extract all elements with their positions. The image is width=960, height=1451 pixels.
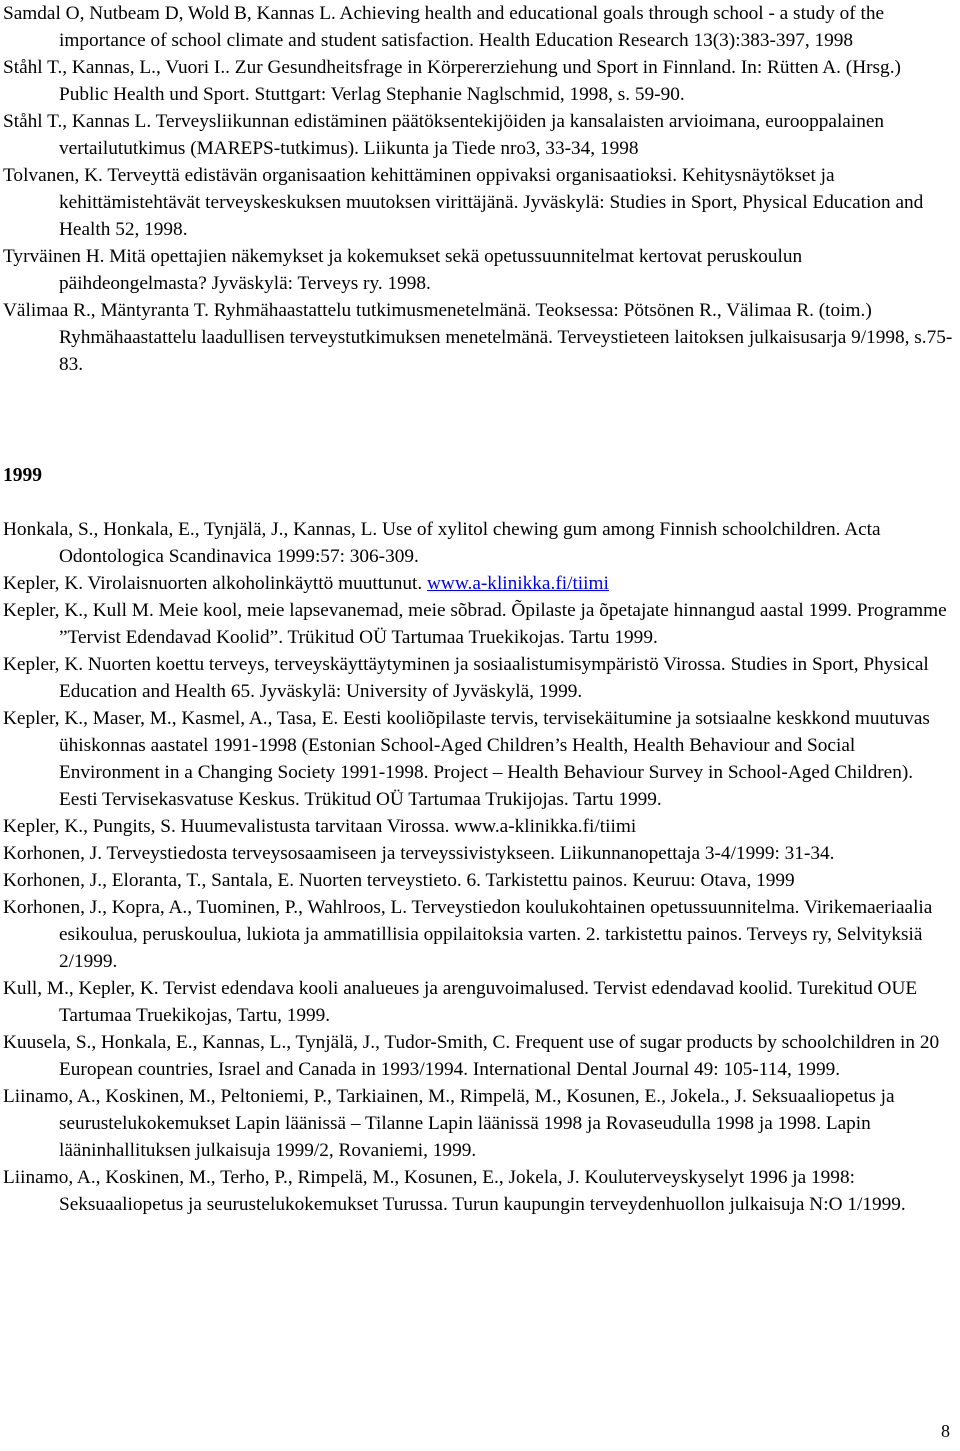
reference-text: Kepler, K. Virolaisnuorten alkoholinkäyttö muuttunut.: [3, 573, 427, 594]
reference-entry-with-link: [3, 570, 953, 597]
reference-entry: Korhonen, J., Kopra, A., Tuominen, P., Wahlroos, L. Terveystiedon koulukohtainen opetussuunnitelma. Virikemaeriaalia esikoulua, peruskoulua, lukiota ja ammatillisia oppilaitoksia varten. 2. tarkistettu painos. Terveys ry, Selvityksiä 2/1999.: [3, 897, 933, 972]
reference-entry: Korhonen, J. Terveystiedosta terveysosaamiseen ja terveyssivistykseen. Liikunnanopettaja 3-4/1999: 31-34.: [3, 843, 835, 864]
reference-entry: Tyrväinen H. Mitä opettajien näkemykset ja kokemukset sekä opetussuunnitelmat kertovat peruskoulun päihdeongelmasta? Jyväskylä: Terveys ry. 1998.: [3, 246, 803, 294]
year-heading: 1999: [3, 465, 42, 486]
reference-entry: Ståhl T., Kannas L. Terveysliikunnan edistäminen päätöksentekijöiden ja kansalaisten arvioimana, eurooppalainen vertailututkimus (MAREPS-tutkimus). Liikunta ja Tiede nro3, 33-34, 1998: [3, 111, 885, 159]
reference-entry: Honkala, S., Honkala, E., Tynjälä, J., Kannas, L. Use of xylitol chewing gum among Finnish schoolchildren. Acta Odontologica Scandinavica 1999:57: 306-309.: [3, 519, 881, 567]
reference-entry: Kepler, K. Nuorten koettu terveys, terveyskäyttäytyminen ja sosiaalistumisympäristö Virossa. Studies in Sport, Physical Education and Health 65. Jyväskylä: University of Jyväskylä, 1999.: [3, 654, 929, 702]
reference-list-1998: [3, 0, 953, 378]
reference-entry: Kepler, K., Pungits, S. Huumevalistusta tarvitaan Virossa. www.a-klinikka.fi/tiimi: [3, 816, 637, 837]
reference-entry: Kuusela, S., Honkala, E., Kannas, L., Tynjälä, J., Tudor-Smith, C. Frequent use of sugar products by schoolchildren in 20 European countries, Israel and Canada in 1993/1994. International Dental Journal 49: 105-114, 1999.: [3, 1032, 940, 1080]
page-number: 8: [941, 1421, 950, 1441]
reference-entry: Kepler, K., Kull M. Meie kool, meie lapsevanemad, meie sõbrad. Õpilaste ja õpetajate hinnangud aastal 1999. Programme ”Tervist Edendavad Koolid”. Trükitud OÜ Tartumaa Truekikojas. Tartu 1999.: [3, 600, 947, 648]
reference-entry: Liinamo, A., Koskinen, M., Peltoniemi, P., Tarkiainen, M., Rimpelä, M., Kosunen, E., Jokela., J. Seksuaaliopetus ja seurustelukokemukset Lapin läänissä – Tilanne Lapin läänissä 1998 ja Rovaseudulla 1998 ja 1998. Lapin lääninhallituksen julkaisuja 1999/2, Rovaniemi, 1999.: [3, 1086, 895, 1161]
reference-entry: Kull, M., Kepler, K. Tervist edendava kooli analueues ja arenguvoimalused. Tervist edendavad koolid. Turekitud OUE Tartumaa Truekikojas, Tartu, 1999.: [3, 978, 918, 1026]
reference-entry: Tolvanen, K. Terveyttä edistävän organisaation kehittäminen oppivaksi organisaatioksi. Kehitysnäytökset ja kehittämistehtävät terveyskeskuksen muutoksen virittäjänä. Jyväskylä: Studies in Sport, Physical Education and Health 52, 1998.: [3, 165, 924, 240]
reference-entry: Välimaa R., Mäntyranta T. Ryhmähaastattelu tutkimusmenetelmänä. Teoksessa: Pötsönen R., Välimaa R. (toim.) Ryhmähaastattelu laadullisen terveystutkimuksen menetelmänä. Terveystieteen laitoksen julkaisusarja 9/1998, s.75-83.: [3, 300, 953, 375]
reference-link[interactable]: www.a-klinikka.fi/tiimi: [426, 573, 609, 594]
reference-entry: Liinamo, A., Koskinen, M., Terho, P., Rimpelä, M., Kosunen, E., Jokela, J. Kouluterveyskyselyt 1996 ja 1998: Seksuaaliopetus ja seurustelukokemukset Turussa. Turun kaupungin terveydenhuollon julkaisuja N:O 1/1999.: [3, 1167, 906, 1215]
reference-entry: Samdal O, Nutbeam D, Wold B, Kannas L. Achieving health and educational goals through school - a study of the importance of school climate and student satisfaction. Health Education Research 13(3):383-397, 1998: [3, 3, 885, 51]
reference-entry: Korhonen, J., Eloranta, T., Santala, E. Nuorten terveystieto. 6. Tarkistettu painos. Keuruu: Otava, 1999: [3, 870, 795, 891]
reference-list-1999: [3, 516, 953, 1218]
reference-entry: Kepler, K., Maser, M., Kasmel, A., Tasa, E. Eesti kooliõpilaste tervis, tervisekäitumine ja sotsiaalne keskkond muutuvas ühiskonnas aastatel 1991-1998 (Estonian School-Aged Children’s Health, Health Behaviour and Social Environment in a Changing Society 1991-1998. Project – Health Behaviour Survey in School-Aged Children). Eesti Tervisekasvatuse Keskus. Trükitud OÜ Tartumaa Trukijojas. Tartu 1999.: [3, 708, 930, 810]
reference-entry: Ståhl T., Kannas, L., Vuori I.. Zur Gesundheitsfrage in Körpererziehung und Sport in Finnland. In: Rütten A. (Hrsg.) Public Health und Sport. Stuttgart: Verlag Stephanie Naglschmid, 1998, s. 59-90.: [3, 57, 901, 105]
